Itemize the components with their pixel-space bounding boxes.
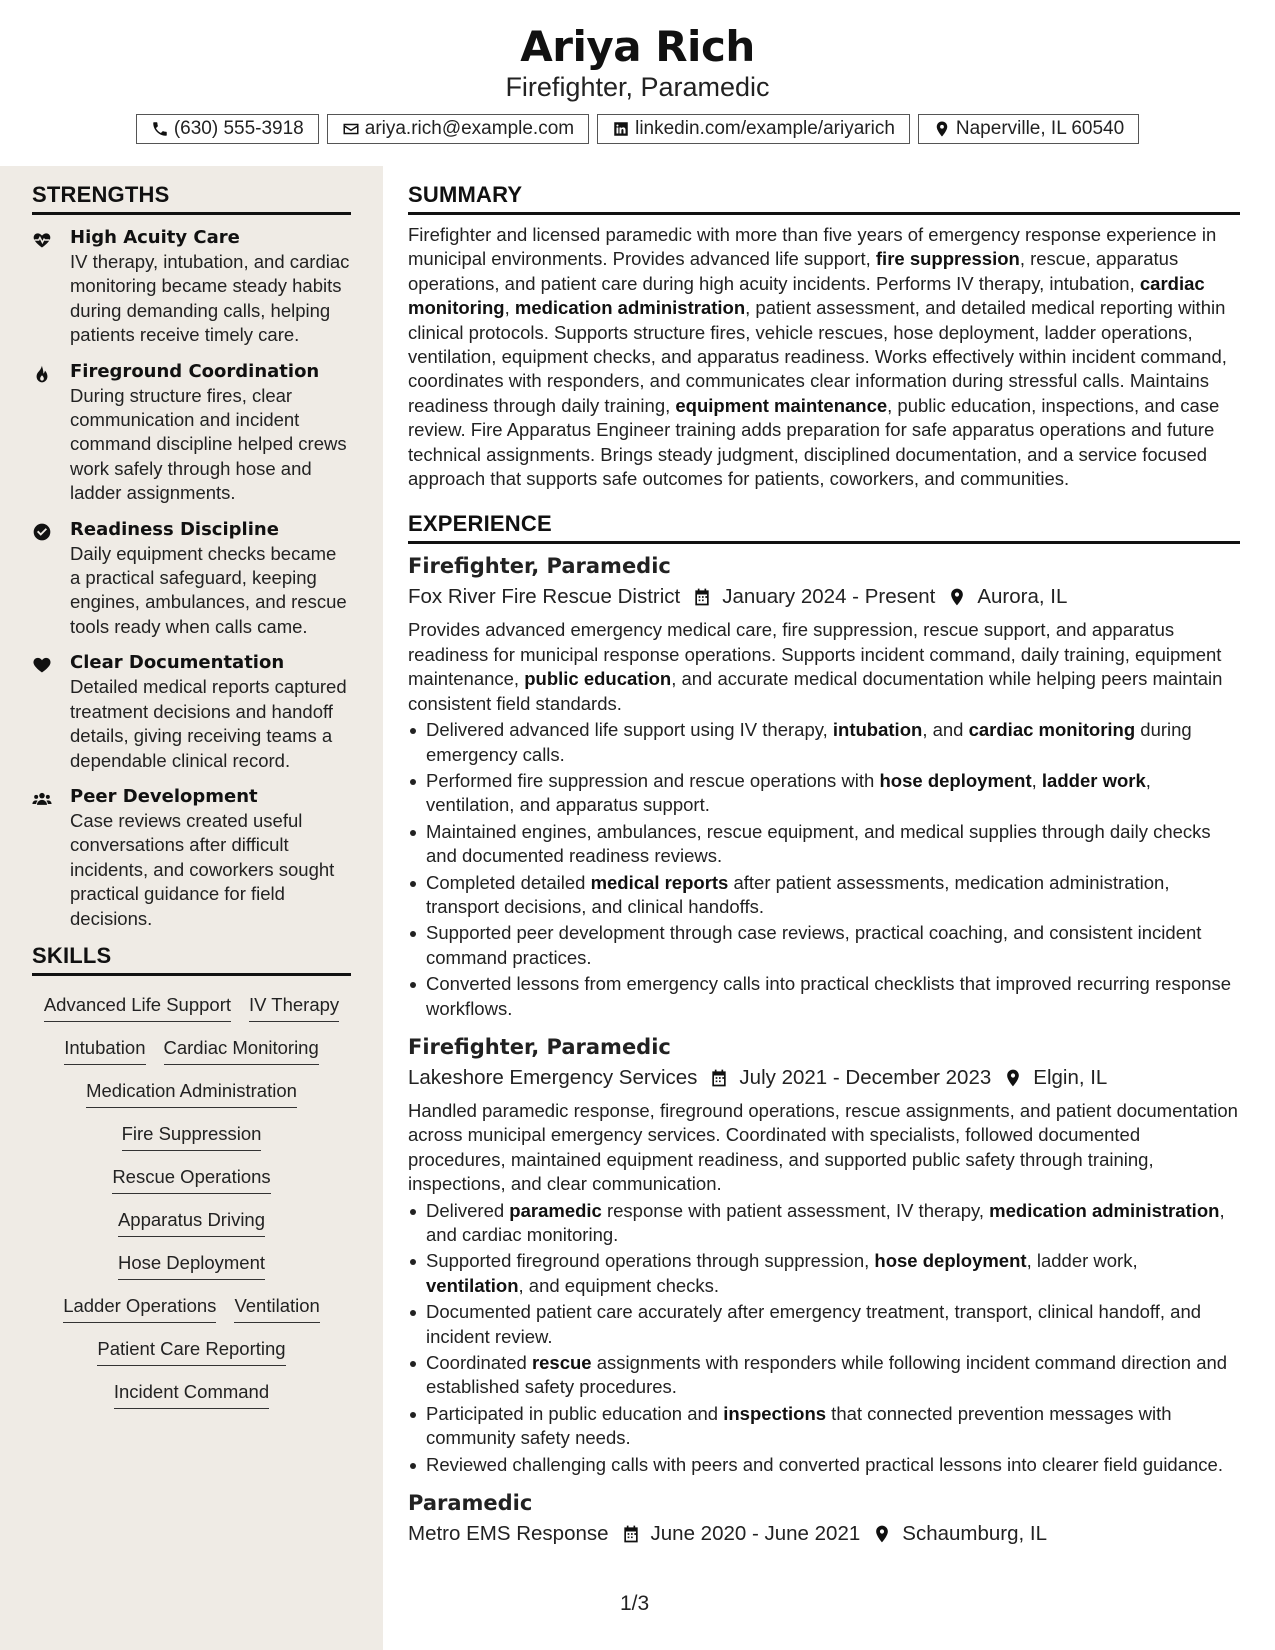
- job-bullet: Coordinated rescue assignments with responders while following incident command direction and established safety procedures.: [408, 1351, 1240, 1400]
- strength-item: [32, 785, 351, 931]
- contact-location: [918, 114, 1139, 144]
- job-bullet: Delivered advanced life support using IV therapy, intubation, and cardiac monitoring during emergency calls.: [408, 718, 1240, 767]
- strength-description: IV therapy, intubation, and cardiac monitoring became steady habits during demanding calls, helping patients receive timely care.: [70, 251, 350, 346]
- location-pin-icon: [872, 1524, 892, 1544]
- strength-description: Case reviews created useful conversations after difficult incidents, and coworkers sought practical guidance for field decisions.: [70, 809, 335, 929]
- skill-tag: Advanced Life Support: [44, 992, 231, 1022]
- candidate-name: Ariya Rich: [520, 22, 755, 71]
- job-meta: [408, 1519, 1240, 1549]
- job-bullet: Converted lessons from emergency calls into practical checklists that improved recurring response workflows.: [408, 972, 1240, 1021]
- job-meta: [408, 582, 1240, 612]
- job-bullet: Supported peer development through case reviews, practical coaching, and consistent incident command practices.: [408, 921, 1240, 970]
- strength-item: [32, 226, 351, 348]
- job-title: Firefighter, Paramedic: [408, 554, 671, 579]
- contact-email[interactable]: [327, 114, 589, 144]
- check-circle-icon: [32, 522, 52, 542]
- summary-heading: SUMMARY: [408, 182, 1240, 215]
- flame-icon: [32, 364, 52, 384]
- strengths-list: [32, 226, 351, 931]
- job-location: Aurora, IL: [977, 585, 1068, 609]
- job-description: Provides advanced emergency medical care, fire suppression, rescue support, and apparatus readiness for municipal response operations. Supports incident command, daily training, equipment maintenance, public education, and accurate medical documentation while helping peers maintain consistent field standards.: [408, 619, 1223, 714]
- contact-phone-text: (630) 555-3918: [173, 118, 304, 139]
- strength-title: High Acuity Care: [70, 227, 240, 248]
- location-pin-icon: [1003, 1068, 1023, 1088]
- job-company: Metro EMS Response: [408, 1522, 609, 1546]
- job-bullet: Maintained engines, ambulances, rescue equipment, and medical supplies through daily checks and documented readiness reviews.: [408, 820, 1240, 869]
- strength-title: Readiness Discipline: [70, 518, 279, 540]
- strength-description: Daily equipment checks became a practical safeguard, keeping engines, ambulances, and rescue tools ready when calls came.: [70, 542, 347, 637]
- contact-linkedin[interactable]: [597, 114, 910, 144]
- job-bullet: Supported fireground operations through suppression, hose deployment, ladder work, ventilation, and equipment checks.: [408, 1249, 1240, 1298]
- contact-location-text: Naperville, IL 60540: [955, 118, 1125, 139]
- job-entry: [408, 1489, 1240, 1549]
- heartbeat-icon: [32, 230, 52, 250]
- heart-icon: [32, 655, 52, 675]
- strengths-heading: STRENGTHS: [32, 182, 351, 215]
- job-location: Schaumburg, IL: [902, 1522, 1047, 1546]
- job-bullet: Performed fire suppression and rescue operations with hose deployment, ladder work, ventilation, and apparatus support.: [408, 769, 1240, 818]
- job-title: Firefighter, Paramedic: [408, 1034, 671, 1059]
- strength-title: Clear Documentation: [70, 652, 285, 674]
- job-bullet: Participated in public education and inspections that connected prevention messages with community safety needs.: [408, 1402, 1240, 1451]
- skill-tag: Hose Deployment: [118, 1250, 265, 1280]
- job-description: Handled paramedic response, fireground operations, rescue assignments, and patient documentation across municipal emergency services. Coordinated with specialists, followed documented procedures, maintained equipment readiness, and supported public safety through training, inspections, and clear communication.: [408, 1099, 1238, 1195]
- skill-tag: IV Therapy: [249, 992, 339, 1022]
- candidate-title: Firefighter, Paramedic: [505, 72, 770, 102]
- users-icon: [32, 789, 52, 809]
- skill-tag: Medication Administration: [86, 1078, 297, 1108]
- calendar-icon: [709, 1068, 729, 1088]
- skill-tag: Patient Care Reporting: [97, 1336, 285, 1366]
- location-pin-icon: [933, 120, 951, 138]
- job-company: Fox River Fire Rescue District: [408, 585, 681, 609]
- job-bullet: Completed detailed medical reports after patient assessments, medication administration, transport decisions, and clinical handoffs.: [408, 871, 1240, 920]
- job-location: Elgin, IL: [1033, 1065, 1108, 1089]
- phone-icon: [151, 120, 169, 138]
- main-content: [408, 166, 1240, 1549]
- skill-tag: Rescue Operations: [112, 1164, 270, 1194]
- linkedin-icon: [612, 120, 630, 138]
- skill-tag: Ladder Operations: [63, 1293, 216, 1323]
- job-meta: [408, 1063, 1240, 1093]
- skills-heading: SKILLS: [32, 943, 351, 976]
- strength-item: [32, 651, 351, 773]
- calendar-icon: [692, 587, 712, 607]
- skills-list: [32, 992, 351, 1409]
- skill-tag: Cardiac Monitoring: [164, 1035, 319, 1065]
- job-entry: [408, 1033, 1240, 1477]
- job-dates: July 2021 - December 2023: [739, 1065, 992, 1089]
- skill-tag: Fire Suppression: [122, 1121, 262, 1151]
- skill-tag: Incident Command: [114, 1379, 269, 1409]
- strength-item: [32, 518, 351, 640]
- job-dates: June 2020 - June 2021: [650, 1522, 861, 1546]
- skill-tag: Apparatus Driving: [118, 1207, 265, 1237]
- skill-tag: Ventilation: [234, 1293, 319, 1323]
- location-pin-icon: [947, 587, 967, 607]
- sidebar: [0, 166, 383, 1650]
- contact-bar: [0, 114, 1275, 144]
- contact-phone[interactable]: [136, 114, 319, 144]
- strength-title: Fireground Coordination: [70, 360, 320, 382]
- job-entry: [408, 552, 1240, 1021]
- job-bullet: Reviewed challenging calls with peers and converted practical lessons into clearer field guidance.: [408, 1453, 1240, 1477]
- experience-heading: EXPERIENCE: [408, 511, 1240, 544]
- summary-text: Firefighter and licensed paramedic with more than five years of emergency response experience in municipal environments. Provides advanced life support, fire suppression, rescue, apparatus operations, and patient care during high acuity incidents. Performs IV therapy, intubation, cardiac monitoring, medication administration, patient assessment, and detailed medical reporting within clinical protocols. Supports structure fires, vehicle rescues, hose deployment, ladder operations, ventilation, equipment checks, and apparatus readiness. Works effectively within incident command, coordinates with responders, and communicates clear information during stressful calls. Maintains readiness through daily training, equipment maintenance, public education, inspections, and case review. Fire Apparatus Engineer training adds preparation for safe apparatus operations and future technical assignments. Brings steady judgment, disciplined documentation, and a service focused approach that supports safe outcomes for patients, coworkers, and communities.: [408, 224, 1227, 490]
- resume-header: [0, 0, 1275, 166]
- job-bullet: Documented patient care accurately after emergency treatment, transport, clinical handoff, and incident review.: [408, 1300, 1240, 1349]
- job-dates: January 2024 - Present: [722, 585, 936, 609]
- job-company: Lakeshore Emergency Services: [408, 1065, 698, 1089]
- skill-tag: Intubation: [64, 1035, 145, 1065]
- job-bullet: Delivered paramedic response with patient assessment, IV therapy, medication administration, and cardiac monitoring.: [408, 1199, 1240, 1248]
- strength-item: [32, 360, 351, 506]
- page-number: 1/3: [620, 1592, 650, 1615]
- job-bullets: [408, 1199, 1240, 1477]
- contact-email-text: ariya.rich@example.com: [364, 118, 575, 139]
- strength-title: Peer Development: [70, 785, 258, 807]
- envelope-icon: [342, 120, 360, 138]
- strength-description: During structure fires, clear communication and incident command discipline helped crews work safely through hose and ladder assignments.: [70, 384, 347, 504]
- contact-linkedin-text: linkedin.com/example/ariyarich: [635, 118, 895, 139]
- job-bullets: [408, 718, 1240, 1021]
- strength-description: Detailed medical reports captured treatment decisions and handoff details, giving receiving teams a dependable clinical record.: [70, 676, 347, 771]
- job-title: Paramedic: [408, 1491, 533, 1516]
- calendar-icon: [621, 1524, 641, 1544]
